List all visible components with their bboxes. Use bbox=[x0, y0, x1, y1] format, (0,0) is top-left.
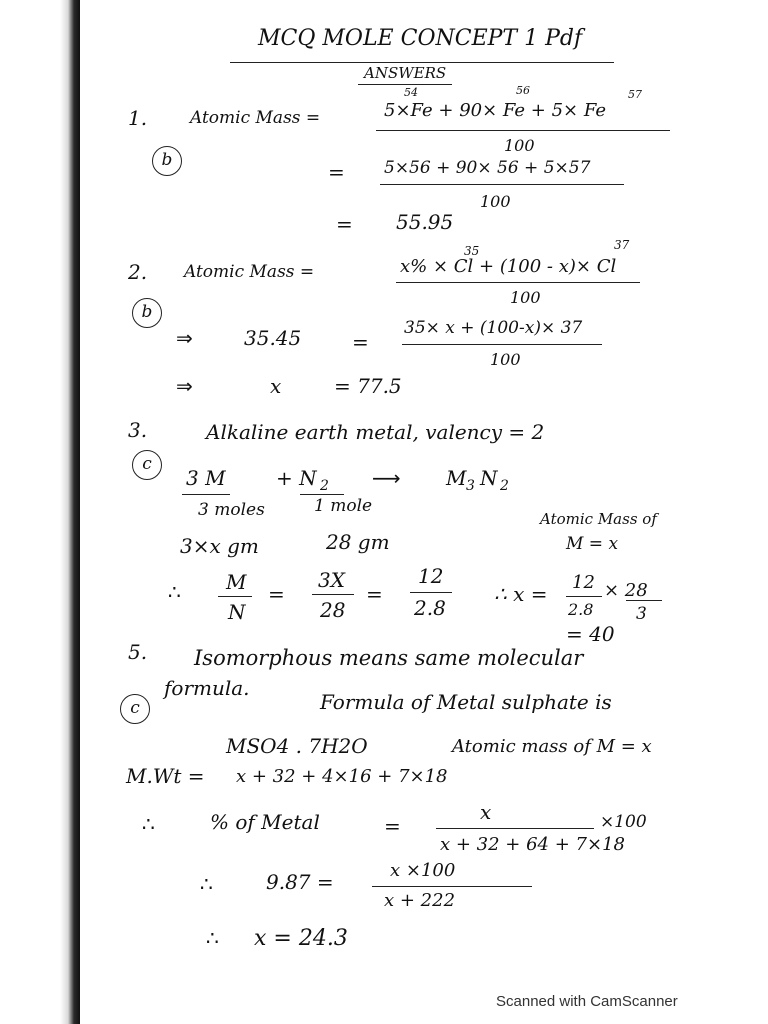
q2-step2-bar bbox=[402, 344, 602, 345]
q5-eq4: = bbox=[384, 814, 401, 838]
q3-reactant1: 3 M bbox=[186, 466, 226, 490]
q5-l4-num: x bbox=[480, 800, 492, 824]
q2-number: 2. bbox=[128, 260, 148, 284]
q3-frac2-bar bbox=[312, 594, 354, 595]
q2-value: 35.45 bbox=[244, 326, 302, 350]
q5-result: x = 24.3 bbox=[254, 926, 348, 951]
q2-arrow1: ⇒ bbox=[176, 326, 193, 350]
q3-line1: Alkaline earth metal, valency = 2 bbox=[206, 420, 545, 444]
q3-28-bar bbox=[626, 600, 662, 601]
q5-mwt-label: M.Wt = bbox=[126, 764, 205, 788]
q3-product2: N bbox=[480, 466, 498, 490]
q3-note1: Atomic Mass of bbox=[540, 510, 657, 528]
q3-number: 3. bbox=[128, 418, 148, 442]
q3-product1-sub: 3 bbox=[466, 478, 475, 494]
q1-step2-numerator: 5×56 + 90× 56 + 5×57 bbox=[384, 158, 591, 178]
q3-xfrac-num: 12 bbox=[572, 572, 595, 593]
page-title: MCQ MOLE CONCEPT 1 Pdf bbox=[258, 26, 583, 51]
q3-xfrac-bar bbox=[566, 596, 602, 597]
q5-formula: MSO4 . 7H2O bbox=[226, 734, 368, 758]
q1-number: 1. bbox=[128, 106, 148, 130]
q2-eq2: = bbox=[352, 330, 369, 354]
camscanner-watermark: Scanned with CamScanner bbox=[496, 993, 678, 1010]
q1-label: Atomic Mass = bbox=[190, 108, 321, 128]
q3-moles1: 3 moles bbox=[198, 500, 265, 520]
q5-line1: Isomorphous means same molecular bbox=[194, 646, 584, 670]
q1-fraction-bar bbox=[376, 130, 670, 131]
q3-arrow: ⟶ bbox=[372, 466, 401, 490]
binding-shadow bbox=[0, 0, 80, 1024]
q3-answer-circle: c bbox=[132, 450, 162, 480]
q3-frac1-num: M bbox=[226, 570, 247, 594]
q3-x-eq: ∴ x = bbox=[494, 582, 548, 606]
q5-l5-value: 9.87 = bbox=[266, 870, 334, 894]
q5-therefore1: ∴ bbox=[142, 812, 155, 836]
q3-r2-underline bbox=[300, 494, 344, 495]
q5-mwt-expr: x + 32 + 4×16 + 7×18 bbox=[236, 766, 448, 787]
q3-frac2-num: 3X bbox=[318, 568, 345, 592]
q3-therefore: ∴ bbox=[168, 580, 181, 604]
q5-answer-circle: c bbox=[120, 694, 150, 724]
q5-therefore3: ∴ bbox=[206, 926, 219, 950]
q1-result: 55.95 bbox=[396, 210, 454, 234]
q1-sup1: 54 bbox=[404, 86, 418, 99]
q2-step2-numerator: 35× x + (100-x)× 37 bbox=[404, 318, 583, 338]
q5-number: 5. bbox=[128, 640, 148, 664]
q3-eq2: = bbox=[366, 582, 383, 606]
q2-sup1: 35 bbox=[464, 244, 480, 258]
q5-l4-bar bbox=[436, 828, 594, 829]
q1-answer-circle: b bbox=[152, 146, 182, 176]
q2-answer-circle: b bbox=[132, 298, 162, 328]
q3-product2-sub: 2 bbox=[500, 478, 509, 494]
q3-frac3-num: 12 bbox=[418, 564, 444, 588]
q5-percent-metal: % of Metal bbox=[210, 810, 320, 834]
q2-numerator: x% × Cl + (100 - x)× Cl bbox=[400, 256, 617, 277]
q5-l5-num: x ×100 bbox=[390, 860, 456, 881]
q2-sup2: 37 bbox=[614, 238, 630, 252]
q3-r1-underline bbox=[182, 494, 230, 495]
q1-step2-denominator: 100 bbox=[480, 192, 511, 211]
q3-frac3-den: 2.8 bbox=[414, 596, 446, 620]
answers-heading: ANSWERS bbox=[364, 64, 447, 82]
q3-product1: M bbox=[446, 466, 467, 490]
q2-label: Atomic Mass = bbox=[184, 262, 315, 282]
q3-frac1-bar bbox=[218, 596, 252, 597]
q5-line2: formula. bbox=[164, 676, 250, 700]
q5-atomic-mass: Atomic mass of M = x bbox=[452, 736, 652, 757]
q2-x: x bbox=[270, 374, 282, 398]
q1-eq2: = bbox=[328, 160, 345, 184]
q2-denominator: 100 bbox=[510, 288, 541, 307]
q1-denominator: 100 bbox=[504, 136, 535, 155]
q5-line2b: Formula of Metal sulphate is bbox=[320, 690, 612, 714]
q3-mass2: 28 gm bbox=[326, 530, 390, 554]
q5-l4-den: x + 32 + 64 + 7×18 bbox=[440, 834, 625, 855]
q3-frac2-den: 28 bbox=[320, 598, 346, 622]
q3-xfrac-den: 2.8 bbox=[568, 600, 594, 619]
title-underline bbox=[230, 62, 614, 63]
q3-moles2: 1 mole bbox=[314, 496, 373, 516]
q2-result: = 77.5 bbox=[334, 374, 402, 398]
q3-reactant2: + N bbox=[276, 466, 317, 490]
q3-eq1: = bbox=[268, 582, 285, 606]
q2-arrow2: ⇒ bbox=[176, 374, 193, 398]
q5-l5-bar bbox=[372, 886, 532, 887]
q3-frac1-den: N bbox=[228, 600, 246, 624]
q3-result: = 40 bbox=[566, 622, 615, 646]
q1-numerator: 5×Fe + 90× Fe + 5× Fe bbox=[384, 100, 607, 121]
q2-fraction-bar bbox=[396, 282, 640, 283]
q3-frac3-bar bbox=[410, 592, 452, 593]
q2-step2-denominator: 100 bbox=[490, 350, 521, 369]
q3-note2: M = x bbox=[566, 534, 619, 554]
q5-l5-den: x + 222 bbox=[384, 890, 456, 911]
q5-therefore2: ∴ bbox=[200, 872, 213, 896]
q5-l4-times: ×100 bbox=[600, 812, 647, 832]
q3-times28: × 28 bbox=[604, 580, 648, 601]
q1-sup3: 57 bbox=[628, 88, 642, 101]
q1-step2-bar bbox=[380, 184, 624, 185]
q3-three: 3 bbox=[636, 604, 647, 624]
q1-eq3: = bbox=[336, 212, 353, 236]
q3-reactant2-sub: 2 bbox=[320, 478, 329, 494]
q1-sup2: 56 bbox=[516, 84, 530, 97]
answers-underline bbox=[358, 84, 452, 85]
q3-mass1: 3×x gm bbox=[180, 534, 259, 558]
